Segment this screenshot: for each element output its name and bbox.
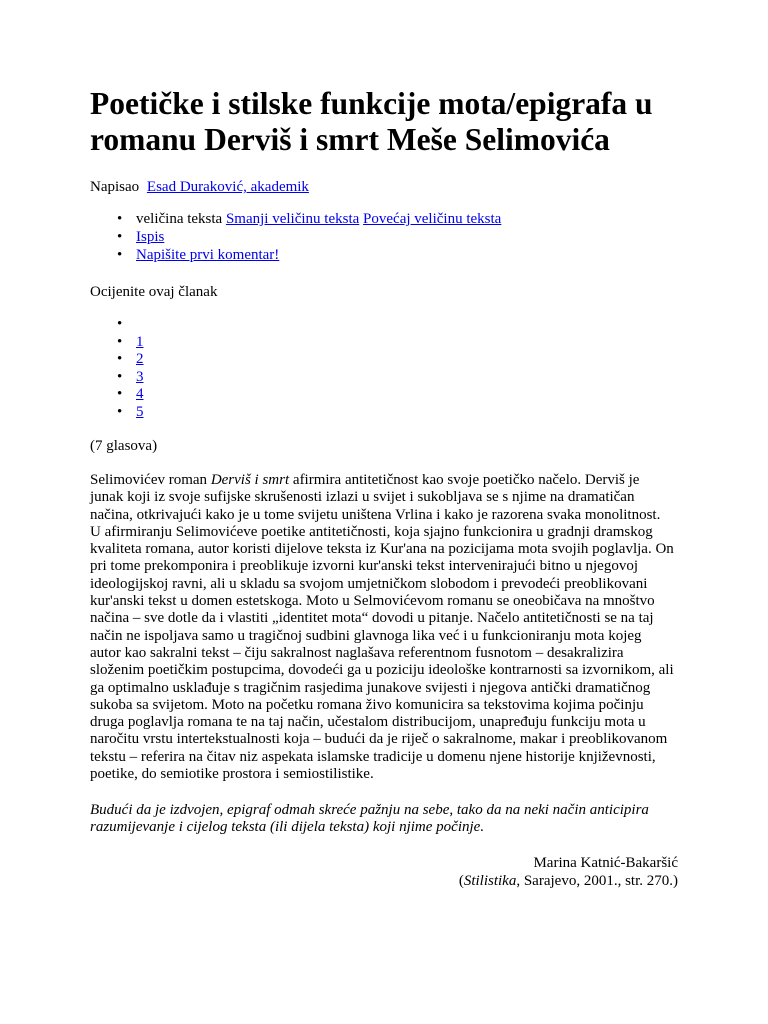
body-line: junak koji iz svoje sufijske skrušenosti izlazi u svijet i sukobljava se s njime na dramatičan bbox=[90, 489, 635, 506]
bullet-dot: • bbox=[117, 316, 123, 332]
bullet-dot: • bbox=[117, 404, 123, 420]
byline bbox=[90, 178, 309, 196]
byline-label: Napisao bbox=[90, 179, 140, 195]
article-title bbox=[90, 86, 690, 158]
body-line: druga poglavlja romana te na taj način, učestalom distribucijom, unapređuju funkciju mota u bbox=[90, 714, 646, 731]
body-line: načina, otkrivajući kako je u tome svijetu uništena Vrlina i kako je razorena svaka monolitnost. bbox=[90, 506, 661, 523]
quote-line: razumijevanje i cijelog teksta (ili dijela teksta) koji njime počinje. bbox=[90, 819, 485, 836]
body-line: tekstu – referira na čitav niz aspekata islamske tradicije u domenu njene historije književnosti, bbox=[90, 748, 656, 765]
body-line: Selimovićev roman Derviš i smrt afirmira antitetičnost kao svoje poetičko načelo. Derviš je bbox=[90, 472, 640, 488]
increase-text-size-link[interactable]: Povećaj veličinu teksta bbox=[363, 211, 502, 227]
body-line: U afirmiranju Selimovićeve poetike antitetičnosti, koja sjajno funkcionira u gradnji dramskog bbox=[90, 523, 653, 540]
body-line: pri tome prekomponira i preoblikuje izvorni kur'anski tekst intervenirajući bitno u njegovoj bbox=[90, 558, 638, 575]
rating-option[interactable]: 3 bbox=[136, 369, 144, 385]
body-line: naročitu vrstu intertekstualnosti koja – budući da je riječ o sakralnome, makar i preoblikovanom bbox=[90, 731, 668, 748]
quote-line: Budući da je izdvojen, epigraf odmah skreće pažnju na sebe, tako da na neki način anticipira bbox=[90, 802, 649, 818]
body-line: ga optimalno usklađuje s tragičnim rasjedima junakove svijesti i njegova antički dramatičnog bbox=[90, 679, 651, 696]
vote-count: (7 glasova) bbox=[90, 438, 158, 454]
bullet-dot: • bbox=[117, 369, 123, 385]
rating-prompt: Ocijenite ovaj članak bbox=[90, 284, 218, 300]
quote-source: (Stilistika, Sarajevo, 2001., str. 270.) bbox=[458, 873, 678, 889]
body-line: načina – sve dotle da i vlastiti „identitet mota“ dovodi u pitanje. Načelo antitetičnosti se na taj bbox=[90, 610, 654, 627]
decrease-text-size-link[interactable]: Smanji veličinu teksta bbox=[225, 211, 360, 227]
bullet-dot: • bbox=[117, 386, 123, 402]
text-size-item bbox=[136, 211, 501, 228]
author-link[interactable]: Esad Duraković, akademik bbox=[146, 179, 309, 195]
bullet-dot: • bbox=[117, 229, 123, 245]
print-link[interactable]: Ispis bbox=[136, 229, 165, 245]
body-line: autor kao sakralni tekst – čiju sakralnost naglašava referentnom fusnotom – desakralizira bbox=[90, 644, 624, 661]
body-line: sukoba sa svijetom. Moto na početku romana živo komunicira sa tekstovima kojima počinju bbox=[90, 696, 644, 713]
body-line: kur'anski tekst u domen estetskoga. Moto u Selmovićevom romanu se oneobičava na mnoštvo bbox=[90, 593, 655, 610]
body-line: način ne ispoljava samo u tragičnoj sudbini glavnoga lika već i u funkcioniranju mota kojeg bbox=[90, 627, 642, 644]
first-comment-link[interactable]: Napišite prvi komentar! bbox=[136, 247, 280, 263]
bullet-dot: • bbox=[117, 247, 123, 263]
bullet-dot: • bbox=[117, 211, 123, 227]
quote-author: Marina Katnić-Bakaršić bbox=[533, 855, 678, 871]
title-line-1: Poetičke i stilske funkcije mota/epigrafa u bbox=[90, 86, 653, 121]
bullet-dot: • bbox=[117, 351, 123, 367]
body-line: kvaliteta romana, autor koristi dijelove teksta iz Kur'ana na pozicijama mota svojih poglavlja. On bbox=[90, 541, 674, 558]
rating-option[interactable]: 4 bbox=[136, 386, 144, 402]
body-paragraph bbox=[90, 472, 690, 783]
rating-option[interactable]: 1 bbox=[136, 334, 144, 350]
title-line-2: romanu Derviš i smrt Meše Selimovića bbox=[90, 122, 610, 157]
bullet-dot: • bbox=[117, 334, 123, 350]
rating-option[interactable]: 5 bbox=[136, 404, 144, 420]
text-size-label: veličina teksta bbox=[136, 211, 223, 227]
body-line: složenim poetičkim postupcima, dovodeći ga u poziciju ideološke kontrarnosti sa izvornikom, ali bbox=[90, 662, 674, 679]
epigraph-quote bbox=[90, 802, 690, 837]
rating-option[interactable]: 2 bbox=[136, 351, 144, 367]
body-line: ideologijskoj ravni, ali u skladu sa svojom umjetničkom slobodom i prevodeći preoblikovani bbox=[90, 575, 648, 592]
body-line: poetike, do semiotike prostora i semiostilistike. bbox=[90, 766, 374, 783]
